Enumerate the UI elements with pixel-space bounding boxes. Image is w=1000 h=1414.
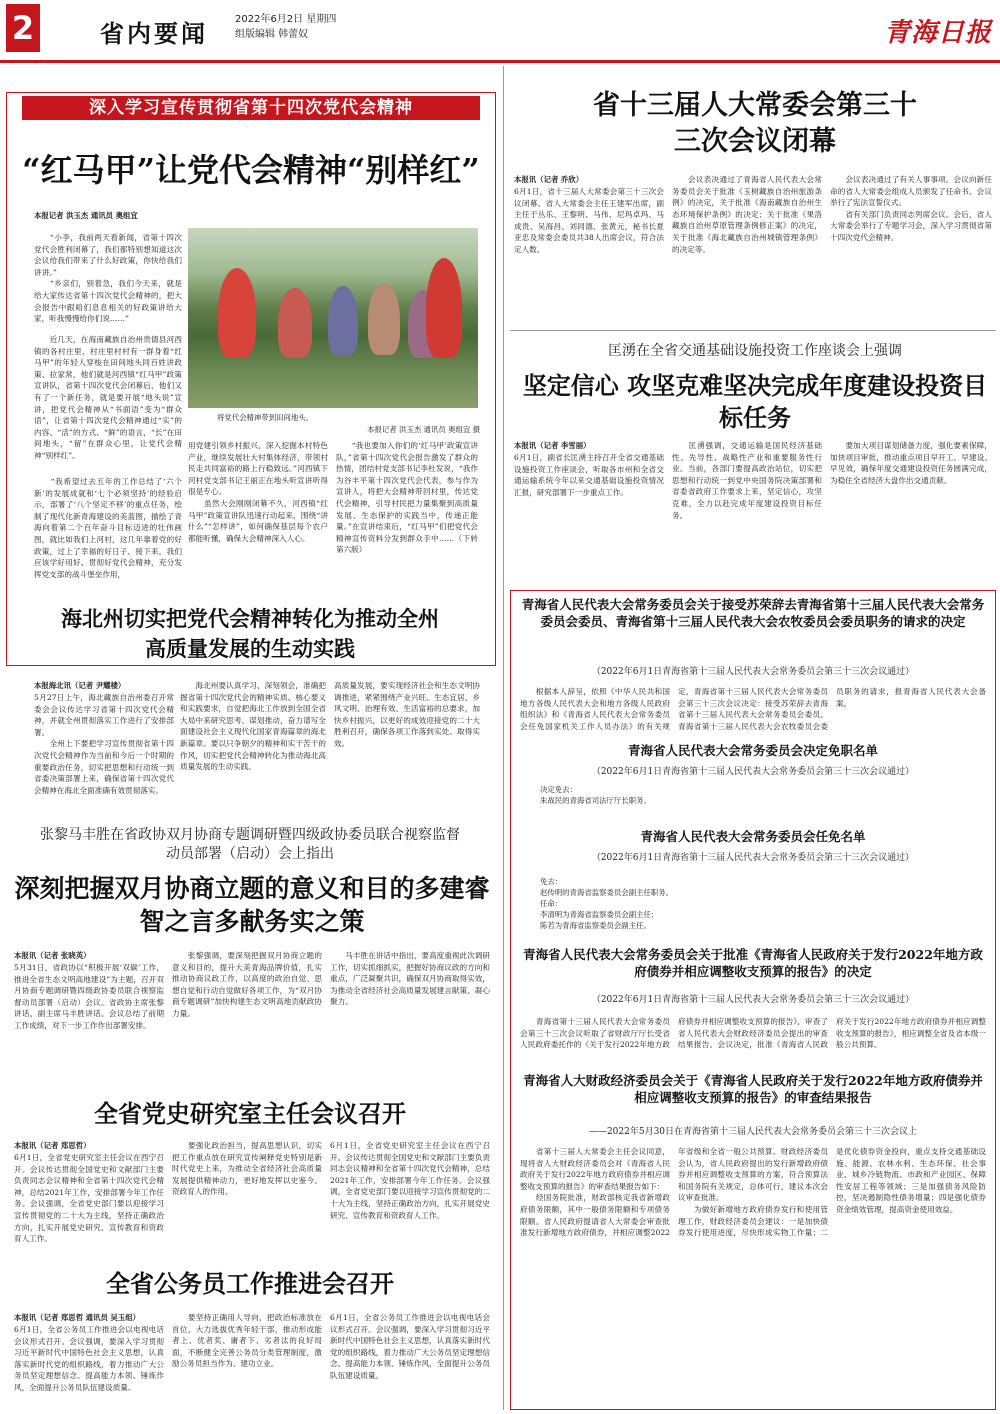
column-divider	[503, 66, 504, 1410]
d5-title: 青海省人大财政经济委员会关于《青海省人民政府关于发行2022年地方政府债券并相应调整收支预算的报告》的审查结果报告	[523, 1073, 983, 1105]
a7-headline: 坚定信心 攻坚克难坚决完成年度建设投资目标任务	[522, 371, 988, 432]
a6-body: 6月1日，省十三届人大常委会第三十三次会议闭幕。省人大常委会主任王建军出席，副主任于丛乐、王黎明、马伟、尼玛卓玛、马成贵、吴海昌、刘同德、张黄元，秘书长夏亚忠及常委会委员共38人出席会议，符合法定人数。	[514, 187, 664, 254]
person-figure	[278, 288, 312, 358]
newspaper-logo: 青海日报	[883, 18, 992, 48]
d4-subtitle: （2022年6月1日青海省第十三届人民代表大会常务委员会第三十三次会议通过）	[591, 995, 915, 1005]
a7-body: 6月1日，副省长匡湧主持召开全省交通基础设施投资工作座谈会，听取各市州和全省交通运输系统今年以来交通基础设施投资情况汇报，研究部署下一步重点工作。	[514, 453, 664, 497]
a5-body: 6月1日，全省公务员工作推进会以电视电话会议形式召开。会议强调，要深入学习贯彻习近平新时代中国特色社会主义思想，认真落实新时代党的组织路线，着力推动广大公务员坚定理想信念、提高能力本领、锤炼作风，全面提升公务员队伍建设质量。	[330, 1313, 490, 1380]
a2-body: 5月27日上午，海北藏族自治州委召开常委会会议传达学习省第十四次党代会精神，并就全州贯彻落实工作进行了安排部署。 全州上下要把学习宣传贯彻省第十四次党代会精神作为当前和今后一个时期的重要政治任务，切实把思想和行动统一到省委决策部署上来，确保省第十四次党代会精神在海北全面准确有效贯彻落实。	[34, 693, 174, 795]
d4-title: 青海省人民代表大会常务委员会关于批准《青海省人民政府关于发行2022年地方政府债券并相应调整收支预算的报告》的决定	[523, 947, 983, 979]
a6-headline: 省十三届人大常委会第三十三次会议闭幕	[593, 90, 917, 157]
d2-title: 青海省人民代表大会常务委员会决定免职名单	[627, 743, 878, 758]
issue-date: 2022年6月2日 星期四	[235, 14, 337, 25]
header-meta	[235, 12, 336, 42]
a4-body: 6月1日，全省党史研究室主任会议在西宁召开。会议传达贯彻全国党史和文献部门主要负责同志会议精神和全省第十四次党代会精神，总结2021年工作，安排部署今年工作任务。会议强调，全省党史部门要以迎接学习宣传贯彻党的二十大为主线，坚持正确政治方向，扎实开展党史研究、宣传教育和资政育人工作。	[330, 1141, 490, 1220]
a4-body: 6月1日，全省党史研究室主任会议在西宁召开。会议传达贯彻全国党史和文献部门主要负责同志会议精神和全省第十四次党代会精神，总结2021年工作，安排部署今年工作任务。会议强调，全省党史部门要以迎接学习宣传贯彻党的二十大为主线，坚持正确政治方向，扎实开展党史研究、宣传教育和资政育人工作。	[14, 1153, 164, 1244]
a7-kicker: 匡湧在全省交通基础设施投资工作座谈会上强调	[608, 343, 902, 359]
a2-byline: 本报海北讯（记者 尹耀楼）	[34, 681, 126, 690]
d3-body: 免去： 赵传明的青海省监察委员会副主任职务。 任命： 李清明为青海省监察委员会副主任； 陈若为青海省监察委员会副主任。	[540, 877, 674, 930]
d3-subtitle: （2022年6月1日青海省第十三届人民代表大会常务委员会第三十三次会议通过）	[591, 853, 915, 863]
a3-headline: 深刻把握双月协商立题的意义和目的多建睿智之言多献务实之策	[14, 874, 490, 936]
d1-body: 根据本人辞呈，依照《中华人民共和国地方各级人民代表大会和地方各级人民政府组织法》和《青海省人民代表大会常务委员会任免国家机关工作人员办法》的有关规定，青海省第十三届人民代表大会常务委员会第三十三次会议决定：接受苏荣辞去青海省第十三届人民代表大会常务委员会委员、青海省第十三届人民代表大会农牧委员会委员职务的请求，报青海省人民代表大会备案。	[520, 687, 986, 731]
person-figure	[218, 268, 256, 358]
section-title: 省内要闻	[100, 20, 208, 48]
person-figure	[426, 258, 462, 358]
a4-byline: 本报讯（记者 郑思哲）	[14, 1141, 91, 1150]
a3-byline: 本报讯（记者 张晓英）	[14, 951, 91, 960]
a5-body: 6月1日，全省公务员工作推进会以电视电话会议形式召开。会议强调，要深入学习贯彻习近平新时代中国特色社会主义思想，认真落实新时代党的组织路线，着力推动广大公务员坚定理想信念、提高能力本领、锤炼作风，全面提升公务员队伍建设质量。	[14, 1325, 164, 1392]
a2-headline: 海北州切实把党代会精神转化为推动全州高质量发展的生动实践	[61, 606, 439, 661]
a1-lead: “小李，我前两天看新闻，省第十四次党代会胜利闭幕了，我们都特别想知道这次会议给我们带来了什么好政策，你快给我们讲讲。” “乡亲们，别着急，我们今天来，就是给大家传达省第十四次党代会精神的，把大会报告中跟咱们息息相关的好政策讲给大家，听我慢慢给你们说……”	[34, 233, 182, 324]
a1-body: 用党建引领乡村振兴，深入挖掘本村特色产业，继续发展壮大村集体经济，带领村民走共同富裕的路上行稳致远。”河西镇下河村党支部书记王丽正在地头听宣讲听得很是专心。 虽然大会刚刚闭幕不久，河西镇“红马甲”政策宣讲队迅速行动起来，围绕“讲什么”“怎样讲”，如何确保基层每个农户都能听懂，确保大会精神深入人心。	[188, 441, 328, 543]
a4-body: 要强化政治担当，提高思想认识，切实把工作重点放在研究宣传阐释党史特别是新时代党史上来，为推动全省经济社会高质量发展提供精神动力，更好地发挥以史鉴今、资政育人的作用。	[172, 1141, 322, 1197]
a7-body: 匡湧强调，交通运输是国民经济基础性、先导性、战略性产业和重要服务性行业。当前，各部门要提高政治站位，切实把思想和行动统一到党中央国务院决策部署和省委省政府工作要求上来，坚定信心，攻坚克难，全力以赴完成年度建设投资目标任务。	[672, 441, 822, 520]
editors: 组版编辑 韩蕾奴	[235, 29, 309, 40]
a5-headline: 全省公务员工作推进会召开	[106, 1269, 394, 1298]
section-rule	[510, 330, 996, 331]
d4-body: 青海省第十三届人民代表大会常务委员会第三十三次会议听取了省财政厅厅长受省人民政府委托作的《关于发行2022年地方政府债券并相应调整收支预算的报告》，审查了省人民代表大会财政经济委员会提出的审查结果报告。会议决定，批准《青海省人民政府关于发行2022年地方政府债券并相应调整收支预算的报告》，相应调整全省及省本级一般公共预算。	[520, 1017, 986, 1050]
a6-body: 会议表决通过了有关人事事项。会议向新任命的省人大常委会组成人员颁发了任命书。会议举行了宪法宣誓仪式。 省有关部门负责同志列席会议。会后，省人大常委会举行了专题学习会，深入学习贯彻省第十四次党代会精神。	[830, 175, 992, 242]
a2-body: 高质量发展，要实现经济社会和生态文明协调推进，紧紧围绕产业兴旺、生态宜居、乡风文明、治理有效、生活富裕的总要求，加快乡村振兴，以更好的成效迎接党的二十大胜利召开，确保各项工作落到实处、取得实效。	[334, 681, 480, 748]
page-number: 2	[6, 4, 40, 52]
a3-kicker: 张黎马丰胜在省政协双月协商专题调研暨四级政协委员联合视察监督动员部署（启动）会上指出	[40, 827, 460, 862]
a3-body: 5月31日，省政协以“积极开展‘双碳’工作，推进全省生态文明高地建设”为主题，召开双月协商专题调研暨四级政协委员联合视察监督动员部署（启动）会议。省政协主席张黎讲话，副主席马丰胜讲话。会议总结了前期工作成绩，对下一步工作作出部署安排。	[14, 963, 164, 1030]
a6-body: 会议表决通过了青海省人民代表大会常务委员会关于批准《玉树藏族自治州旅游条例》的决定，关于批准《海南藏族自治州生态环境保护条例》的决定；关于批准《果洛藏族自治州草原管理条例修正案》的决定，关于批准《海北藏族自治州城镇管理条例》的决定等。	[672, 175, 822, 254]
a3-body: 马丰胜在讲话中指出，要高度重视此次调研工作，切实抓细抓实，把握好协商议政的方向和重点，广泛凝聚共识，确保双月协商取得实效，为推动全省经济社会高质量发展建言献策、凝心聚力。	[330, 951, 490, 1007]
news-photo	[188, 228, 478, 408]
a2-body: 海北州要认真学习、深刻领会，准确把握省第十四次党代会的精神实质、核心要义和实践要求，自觉把海北工作放到全国全省大局中来研究思考、谋划推动，奋力谱写全面建设社会主义现代化国家青海篇章的海北新篇章。要以只争朝夕的精神和实干苦干的作风，切实把党代会精神转化为推动海北高质量发展的生动实践。	[180, 681, 326, 772]
d2-body: 决定免去： 朱战民的青海省司法厅厅长职务。	[540, 785, 651, 805]
person-figure	[328, 286, 358, 356]
a1-body: “我希望过去五年的工作总结了‘六个新’的发展成就和‘七个必须坚持’的经验启示，部署了‘八个坚定不移’的重点任务，绘制了现代化新青海建设的美蓝图，描绘了青海向着第二个百年奋斗目标迈进的壮伟画图，就比如我们上河村，这几年靠着党的好政策，过上了幸福的好日子。接下来，我们应该学好用好、贯彻好党代会精神，充分发挥党支部的战斗堡垒作用，	[34, 477, 182, 579]
a1-body: 近几天，在海南藏族自治州贵德县河西镇的各村庄里，村庄里村村有一群身着“红马甲”的年轻人穿梭在田间地头同百姓讲政策、拉家常，他们就是河西镇“红马甲”政策宣讲队，省第十四次党代会闭幕后，他们又有了一个新任务，就是要开展“地头说”宣讲，把党代会精神从“书面语”变为“群众语”，让省第十四次党代会精神通过“实”的内容、“活”的方式、“鲜”的语言，“长”在田间地头，“留”在群众心里，让党代会精神“别样红”。	[34, 335, 182, 460]
a7-body: 要加大项目谋划储备力度，强化要素保障，加快项目审批，推动重点项目早开工、早建设、早见效，确保年度交通建设投资任务圆满完成，为稳住全省经济大盘作出交通贡献。	[830, 441, 992, 485]
d5-subtitle: ——2022年5月30日在青海省第十三届人民代表大会常务委员会第三十三次会议上	[588, 1127, 918, 1137]
column-banner: 深入学习宣传贯彻省第十四次党代会精神	[22, 96, 480, 120]
d1-title: 青海省人民代表大会常务委员会关于接受苏荣辞去青海省第十三届人民代表大会常务委员会委员、青海省第十三届人民代表大会农牧委员会委员职务的请求的决定	[521, 597, 985, 629]
a7-byline: 本报讯（记者 李雪丽）	[514, 441, 591, 450]
d2-subtitle: （2022年6月1日青海省第十三届人民代表大会常务委员会第三十三次会议通过）	[591, 767, 915, 777]
header-rule	[0, 60, 1000, 63]
a4-headline: 全省党史研究室主任会议召开	[94, 1099, 406, 1128]
d5-body: 省第十三届人大常委会主任会议同意，现将省人大财政经济委员会对《青海省人民政府关于发行2022年地方政府债券并相应调整收支预算的报告》的审查结果报告如下： 经国务院批准，财政部核定我省新增政府债务限额，其中一般债务限额和专项债务限额。省人民政府提请省人大常委会审查批准发行新增地方政府债券，并相应调整2022年省级和全省一般公共预算。财政经济委员会认为，省人民政府提出的发行新增政府债券并相应调整收支预算的方案，符合预算法和国务院有关规定，总体可行，建议本次会议审查批准。 为做好新增地方政府债券发行和使用管理工作，财政经济委员会建议：一是加快债券发行使用进度，尽快形成实物工作量；二是优化债券资金投向，重点支持交通基础设施、能源、农林水利、生态环保、社会事业、城乡冷链物流、市政和产业园区、保障性安居工程等领域；三是加强债务风险防控，坚决遏制隐性债务增量；四是强化债券资金绩效管理，提高资金使用效益。	[520, 1147, 986, 1238]
photo-caption: 将党代会精神带到田间地头。	[216, 413, 314, 422]
a6-byline: 本报讯（记者 乔欣）	[514, 175, 584, 184]
person-figure	[368, 283, 400, 355]
a1-byline: 本报记者 洪玉杰 通讯员 奥组宜	[34, 211, 138, 220]
a5-body: 要坚持正确用人导向，把政治标准放在首位，大力选拔优秀年轻干部，推动形成能者上、优者奖、庸者下、劣者汰的良好局面，不断健全完善公务员分类管理制度，激励公务员担当作为、建功立业。	[172, 1313, 322, 1369]
photo-credit: 本报记者 洪玉杰 通讯员 奥组宜 摄	[367, 425, 480, 434]
a1-headline: “红马甲”让党代会精神“别样红”	[22, 151, 480, 189]
a1-body: “我也要加入你们的‘红马甲’政策宣讲队，”省第十四次党代会报告激发了群众的热情，团结村党支部书记李杜发说，“我作为谷丰平第十四次党代会代表，参与作为宣讲人，将把大会精神带回村里，传达党代会精神，引导村民把力量集聚到高质量发展、生态保护的实践当中，传递正能量。”在宣讲结束后，“红马甲”们把党代会精神宣传资料分发到群众手中……（下转第六版）	[336, 441, 478, 555]
a3-body: 张黎强调，要深刻把握双月协商立题的意义和目的，提升大美青海品牌价值，扎实推动协商议政工作，以高度的政治自觉、思想自觉和行动自觉做好各项工作，为“双月协商专题调研”加快构建生态文明高地贡献政协力量。	[172, 951, 322, 1018]
d1-subtitle: （2022年6月1日青海省第十三届人民代表大会常务委员会第三十三次会议通过）	[591, 667, 915, 677]
a5-byline: 本报讯（记者 郑思哲 通讯员 吴玉组）	[14, 1313, 140, 1322]
d3-title: 青海省人民代表大会常务委员会任免名单	[640, 829, 866, 844]
